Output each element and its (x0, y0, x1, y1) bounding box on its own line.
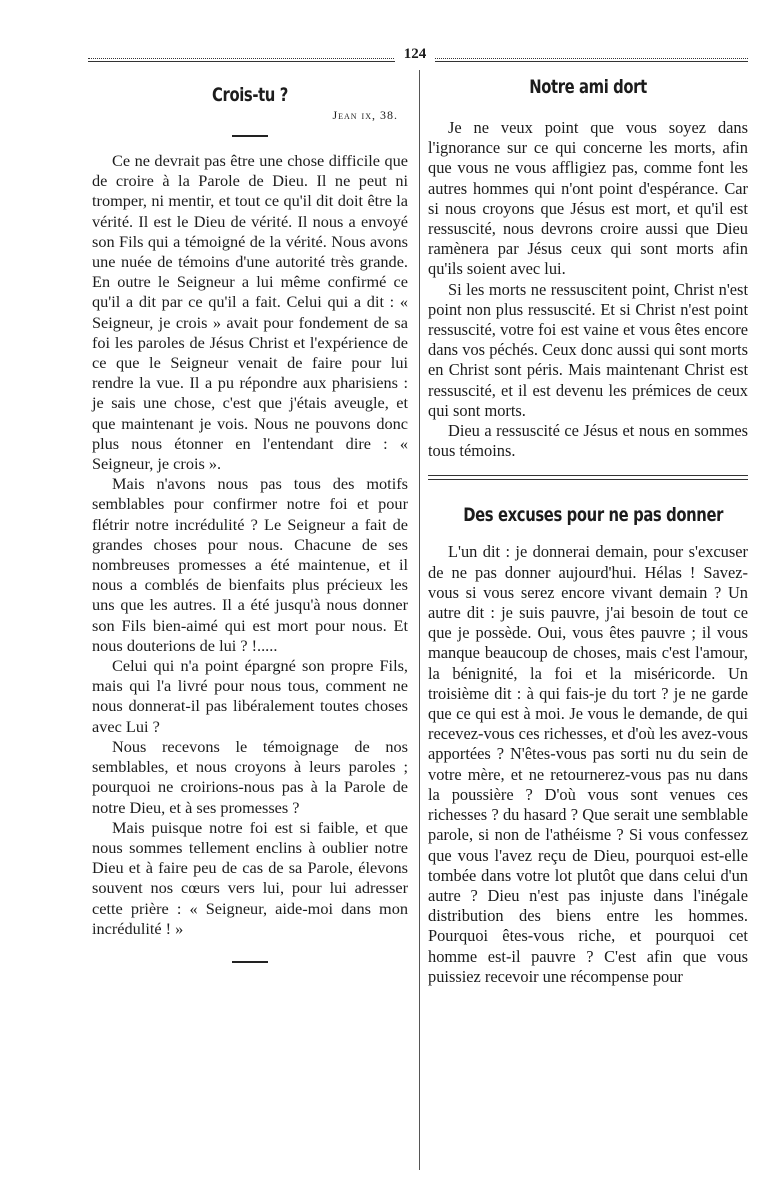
article-title-des-excuses: Des excuses pour ne pas donner (463, 504, 724, 527)
scripture-reference: Jean ix, 38. (332, 108, 398, 122)
left-column (92, 68, 408, 977)
page-number: 124 (395, 46, 435, 63)
paragraph: Celui qui n'a point épargné son propre Fils, mais qui l'a livré pour nous tous, comment ne nous donnerat-il pas libéralement toutes choses avec Lui ? (92, 656, 408, 736)
paragraph: L'un dit : je donnerai demain, pour s'excuser de ne pas donner aujourd'hui. Hélas ! Savez-vous si vous serez encore vivant demain ? Un autre dit : je suis pauvre, j'ai besoin de tout ce que je possède. Oui, vous êtes pauvre ; il vous manque beaucoup de choses, mais c'est l'amour, la bénignité, la foi et la miséricorde. Un troisième dit : à qui fais-je du tort ? je ne garde que ce qui est à moi. Je vous le demande, de qui recevez-vous ces richesses, et d'où les avez-vous apportées ? N'êtes-vous pas sorti nu du sein de votre mère, et ne retournerez-vous pas nu dans la poussière ? D'où vous sont venues ces richesses ? du hasard ? Que serait une semblable parole, si non de l'athéisme ? Si vous confessez que vous l'avez reçu de Dieu, pourquoi est-elle tombée dans votre lot plutôt que dans celui d'un autre ? Dieu n'est pas injuste dans l'inégale distribution des biens entre les hommes. Pourquoi êtes-vous riche, et pourquoi cet homme est-il pauvre ? C'est afin que vous puissiez recevoir une récompense pour (428, 542, 748, 986)
paragraph: Dieu a ressuscité ce Jésus et nous en sommes tous témoins. (428, 421, 748, 461)
paragraph: Nous recevons le témoignage de nos semblables, et nous croyons à leurs paroles ; pourquoi ne croirions-nous pas à la Parole de notre Dieu, et à ses promesses ? (92, 736, 408, 817)
paragraph: Si les morts ne ressuscitent point, Christ n'est point non plus ressuscité. Et si Christ n'est point ressuscité, votre foi est vaine et vous êtes encore dans vos péchés. Ceux donc aussi qui sont morts en Christ sont péris. Mais maintenant Christ est ressuscité, et il est devenu les prémices de ceux qui sont morts. (428, 279, 748, 420)
paragraph: Mais n'avons nous pas tous des motifs semblables pour confirmer notre foi et pour flétrir notre incrédulité ? Le Seigneur a fait de grandes choses pour nous. Chacune de ses nombreuses promesses a été maintenue, et il nous a comblés de bienfaits plus précieux les uns que les autres. Il a été jusqu'à nous donner son Fils bien-aimé qui est mort pour nous. Et nous douterions de lui ? !..... (92, 474, 408, 655)
section-separator (428, 475, 748, 480)
paragraph: Ce ne devrait pas être une chose difficile que de croire à la Parole de Dieu. Il ne peut ni tromper, ni mentir, et tout ce qu'il dit doit être la vérité. Il est le Dieu de vérité. Il nous a envoyé son Fils qui a témoigné de la vérité. Nous avons une nuée de témoins d'une autorité très grande. En outre le Seigneur a lui même confirmé ce qu'il a dit par ce qu'il a fait. Celui qui a dit : « Seigneur, je crois » avait pour fondement de sa foi les paroles de Jésus Christ et l'expérience de ce que le Seigneur venait de faire pour lui rendre la vue. Il a pu répondre aux pharisiens : je sais une chose, c'est que j'étais aveugle, et que maintenant je vois. Nous ne pouvons donc plus nous étonner en l'entendant dire : « Seigneur, je crois ». (92, 151, 408, 474)
end-dash (232, 961, 268, 963)
article-title-notre-ami-dort: Notre ami dort (529, 76, 647, 98)
column-divider (419, 70, 420, 1170)
paragraph: Mais puisque notre foi est si faible, et que nous sommes tellement enclins à oublier notre Dieu et à faire peu de cas de sa Parole, élevons souvent nos cœurs vers lui, pour lui adresser cette prière : « Seigneur, aide-moi dans mon incrédulité ! » (92, 817, 408, 938)
article-title-crois-tu: Crois-tu ? (212, 84, 288, 106)
right-column (428, 68, 748, 987)
paragraph: Je ne veux point que vous soyez dans l'ignorance sur ce qui concerne les morts, afin que vous ne vous affligiez pas, comme font les autres hommes qui n'ont point d'espérance. Car si nous croyons que Jésus est mort, et qu'il est ressuscité, nous devrons croire aussi que Dieu ramènera par Jésus ceux qui sont morts afin qu'ils soient avec lui. (428, 118, 748, 279)
title-dash (232, 135, 268, 137)
